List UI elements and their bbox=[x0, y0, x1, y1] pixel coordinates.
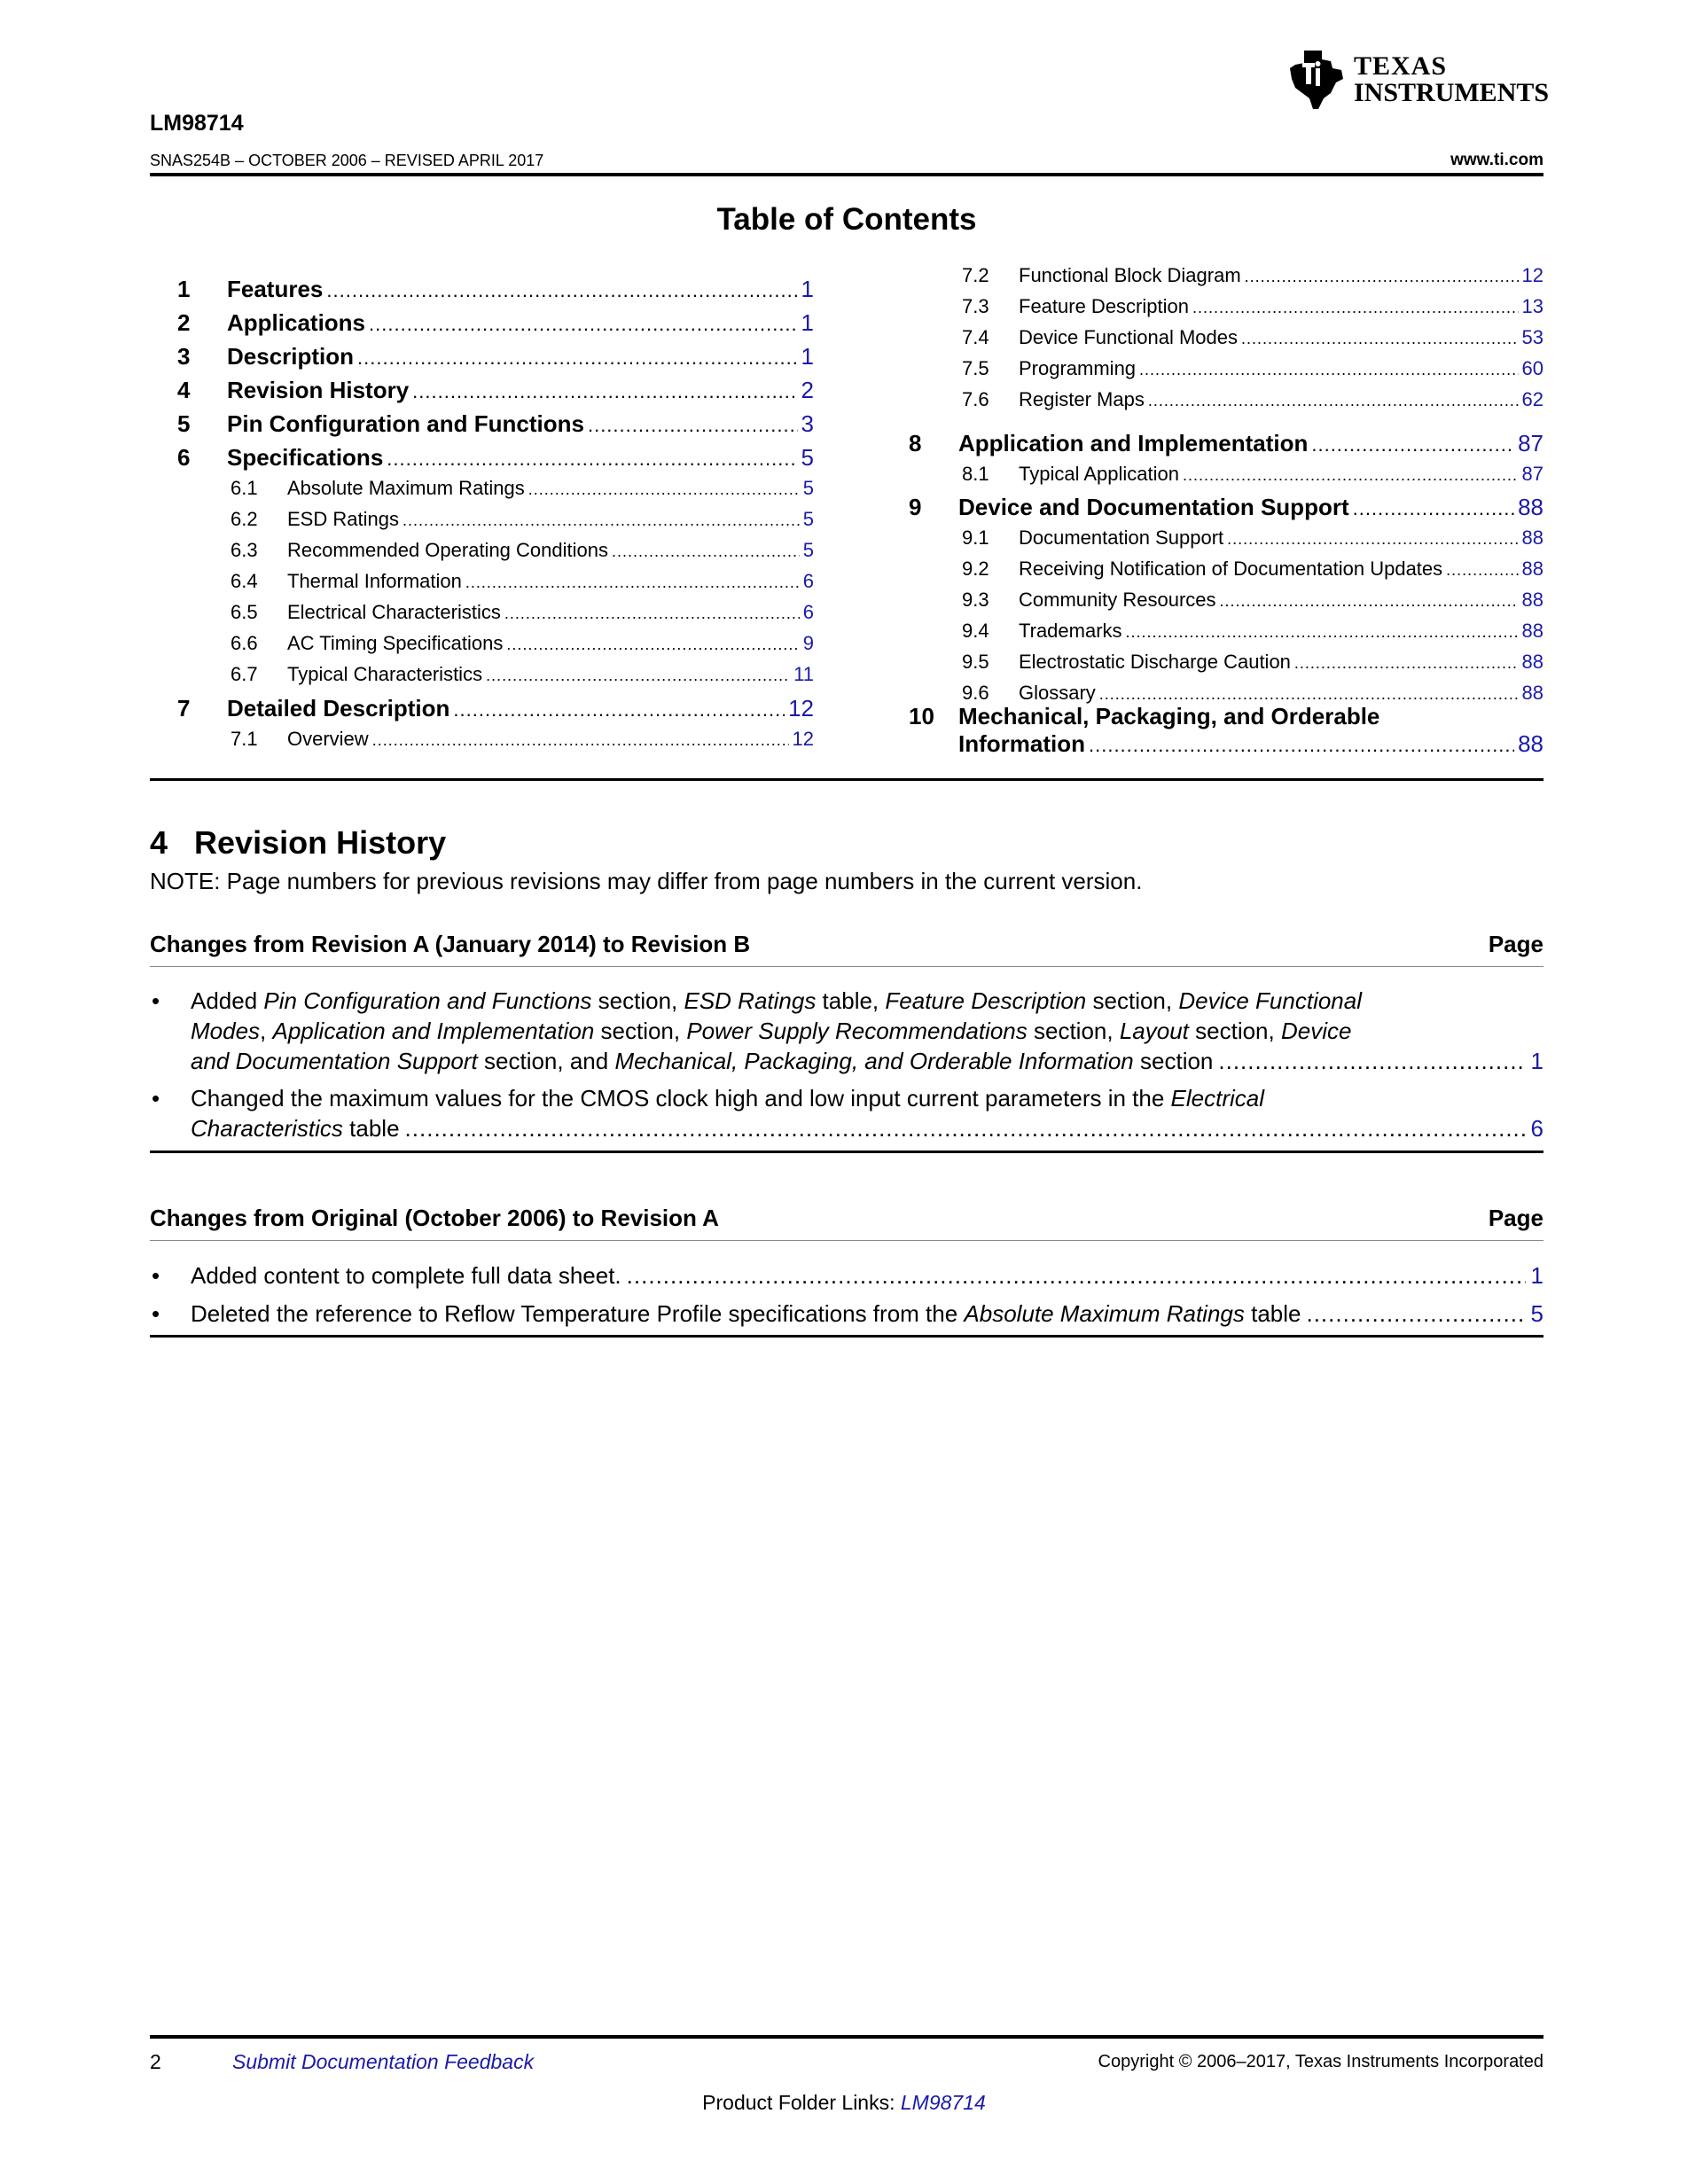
toc-page-link[interactable]: 11 bbox=[793, 663, 814, 685]
footer-copyright: Copyright © 2006–2017, Texas Instruments Incorporated bbox=[1098, 2052, 1543, 2071]
toc-page-link[interactable]: 6 bbox=[802, 570, 814, 592]
footer-page-number: 2 bbox=[150, 2050, 161, 2073]
leader-dots bbox=[357, 347, 798, 370]
toc-number: 8 bbox=[909, 430, 922, 456]
toc-page-link[interactable]: 2 bbox=[801, 377, 814, 403]
toc-entry-title: Programming bbox=[1019, 357, 1137, 379]
bullet: • bbox=[152, 987, 160, 1014]
change-text: Added content to complete full data sheet. bbox=[191, 1262, 621, 1289]
ti-logo bbox=[1286, 46, 1550, 113]
toc-number: 7.6 bbox=[962, 388, 989, 410]
toc-entry-title: Detailed Description bbox=[227, 695, 450, 722]
toc-page-link[interactable]: 5 bbox=[801, 444, 814, 471]
toc-entry[interactable] bbox=[962, 558, 1543, 581]
toc-entry-title: Feature Description bbox=[1019, 295, 1189, 317]
section-title: Revision History bbox=[194, 824, 447, 861]
toc-entry-title: Typical Application bbox=[1019, 463, 1179, 485]
toc-entry-continuation[interactable] bbox=[958, 730, 1543, 758]
toc-divider bbox=[150, 778, 1543, 781]
toc-entry[interactable] bbox=[177, 695, 814, 722]
leader-dots bbox=[369, 313, 798, 336]
page-link[interactable]: 5 bbox=[1530, 1300, 1543, 1327]
toc-page-link[interactable]: 5 bbox=[802, 508, 814, 530]
product-folder-links bbox=[0, 2091, 1688, 2115]
change-text: Modes, Application and Implementation section, Power Supply Recommendations section, Layout section, Device bbox=[191, 1018, 1352, 1044]
toc-entry[interactable] bbox=[962, 295, 1543, 318]
toc-number: 4 bbox=[177, 377, 191, 403]
toc-number: 7.2 bbox=[962, 264, 989, 286]
leader-dots bbox=[405, 1113, 1526, 1143]
toc-number: 6.6 bbox=[231, 632, 258, 654]
toc-entry[interactable] bbox=[909, 430, 1543, 457]
toc-entry[interactable] bbox=[231, 632, 814, 655]
toc-entry[interactable] bbox=[962, 682, 1543, 705]
toc-entry[interactable] bbox=[231, 601, 814, 624]
logo-line-2: INSTRUMENTS bbox=[1354, 78, 1550, 107]
changes-header bbox=[150, 1205, 1543, 1240]
toc-entry[interactable] bbox=[909, 703, 1543, 730]
toc-page-link[interactable]: 6 bbox=[802, 601, 814, 623]
leader-dots bbox=[1126, 623, 1519, 642]
toc-entry[interactable] bbox=[177, 276, 814, 303]
product-folder-label: Product Folder Links: bbox=[702, 2091, 901, 2114]
leader-dots bbox=[1139, 361, 1518, 379]
toc-page-link[interactable]: 12 bbox=[788, 695, 814, 722]
toc-entry[interactable] bbox=[177, 309, 814, 337]
toc-entry-title: Glossary bbox=[1019, 682, 1096, 704]
toc-entry[interactable] bbox=[962, 463, 1543, 486]
leader-dots bbox=[627, 1260, 1526, 1291]
toc-entry-title: Typical Characteristics bbox=[287, 663, 483, 685]
changes-title: Changes from Revision A (January 2014) to Revision B bbox=[150, 931, 751, 957]
toc-entry[interactable] bbox=[962, 357, 1543, 380]
leader-dots bbox=[1306, 1299, 1525, 1329]
toc-entry[interactable] bbox=[962, 388, 1543, 411]
bullet: • bbox=[152, 1262, 160, 1289]
leader-dots bbox=[1220, 592, 1519, 611]
toc-page-link[interactable]: 12 bbox=[792, 728, 814, 750]
toc-page-link[interactable]: 3 bbox=[801, 410, 814, 437]
toc-page-link[interactable]: 88 bbox=[1521, 526, 1543, 549]
toc-entry-title: Recommended Operating Conditions bbox=[287, 539, 608, 561]
toc-number: 9.6 bbox=[962, 682, 989, 704]
page-link[interactable]: 1 bbox=[1530, 1262, 1543, 1289]
leader-dots bbox=[453, 698, 785, 722]
leader-dots bbox=[1099, 685, 1519, 704]
toc-page-link[interactable]: 88 bbox=[1521, 620, 1543, 642]
leader-dots bbox=[588, 414, 798, 437]
toc-entry-title: Electrostatic Discharge Caution bbox=[1019, 651, 1291, 673]
leader-dots bbox=[528, 480, 800, 499]
toc-entry[interactable] bbox=[177, 410, 814, 438]
changes-bottom-divider bbox=[150, 1335, 1543, 1338]
leader-dots bbox=[1089, 734, 1514, 757]
toc-entry[interactable] bbox=[177, 377, 814, 404]
change-text: Added Pin Configuration and Functions section, ESD Ratings table, Feature Description section, Device Functional bbox=[191, 987, 1362, 1014]
toc-entry-title: Specifications bbox=[227, 444, 384, 471]
document-id: SNAS254B – OCTOBER 2006 – REVISED APRIL 2017 bbox=[150, 152, 544, 169]
bullet: • bbox=[152, 1085, 160, 1112]
toc-page-link[interactable]: 1 bbox=[801, 276, 814, 302]
toc-entry-title: Functional Block Diagram bbox=[1019, 264, 1241, 286]
change-text: Deleted the reference to Reflow Temperature Profile specifications from the Absolute Maximum Ratings table bbox=[191, 1300, 1301, 1327]
page-header bbox=[150, 0, 1550, 177]
toc-number: 8.1 bbox=[962, 463, 989, 485]
changes-rev-b bbox=[150, 931, 1543, 1161]
change-item bbox=[150, 986, 1543, 1076]
leader-dots bbox=[387, 448, 797, 471]
toc-page-link[interactable]: 9 bbox=[802, 632, 814, 654]
leader-dots bbox=[1241, 330, 1519, 348]
toc-page-link[interactable]: 87 bbox=[1518, 430, 1543, 456]
toc-entry-title: Information bbox=[958, 730, 1085, 757]
toc-page-link[interactable]: 1 bbox=[801, 343, 814, 370]
toc-number: 1 bbox=[177, 276, 191, 302]
toc-entry[interactable] bbox=[962, 651, 1543, 674]
leader-dots bbox=[402, 511, 800, 530]
toc-entry[interactable] bbox=[962, 620, 1543, 643]
toc-page-link[interactable]: 88 bbox=[1521, 558, 1543, 580]
toc-page-link[interactable]: 62 bbox=[1521, 388, 1543, 410]
logo-line-1: TEXAS bbox=[1354, 51, 1448, 81]
toc-entry[interactable] bbox=[231, 663, 814, 686]
toc-entry[interactable] bbox=[909, 494, 1543, 521]
toc-page-link[interactable]: 5 bbox=[802, 477, 814, 499]
toc-entry-title: Electrical Characteristics bbox=[287, 601, 501, 623]
toc-entry-title: Register Maps bbox=[1019, 388, 1145, 410]
product-folder-link[interactable]: LM98714 bbox=[900, 2091, 986, 2114]
leader-dots bbox=[326, 279, 797, 302]
leader-dots bbox=[372, 731, 789, 750]
toc-entry-title: Trademarks bbox=[1019, 620, 1122, 642]
toc-number: 9.5 bbox=[962, 651, 989, 673]
leader-dots bbox=[1148, 392, 1519, 410]
toc-entry-title: Thermal Information bbox=[287, 570, 462, 592]
toc-number: 7.1 bbox=[231, 728, 258, 750]
changes-header bbox=[150, 931, 1543, 966]
page-link[interactable]: 1 bbox=[1530, 1048, 1543, 1074]
toc-entry-title: Documentation Support bbox=[1019, 526, 1224, 549]
toc-entry-title: Device and Documentation Support bbox=[958, 494, 1349, 520]
toc-entry-title: Features bbox=[227, 276, 324, 302]
toc-number: 6.3 bbox=[231, 539, 258, 561]
change-text: Characteristics table bbox=[191, 1115, 400, 1142]
leader-dots bbox=[486, 667, 790, 685]
leader-dots bbox=[1245, 268, 1519, 286]
bullet: • bbox=[152, 1300, 160, 1327]
toc-number: 6.4 bbox=[231, 570, 258, 592]
part-number: LM98714 bbox=[150, 111, 244, 136]
toc-number: 2 bbox=[177, 309, 191, 336]
toc-entry-title: Pin Configuration and Functions bbox=[227, 410, 584, 437]
section-number: 4 bbox=[150, 824, 168, 861]
toc-number: 6 bbox=[177, 444, 191, 471]
toc-number: 6.7 bbox=[231, 663, 258, 685]
toc-page-link[interactable]: 12 bbox=[1521, 264, 1543, 286]
toc-entry[interactable] bbox=[962, 589, 1543, 612]
leader-dots bbox=[1446, 561, 1518, 580]
toc-number: 7 bbox=[177, 695, 191, 722]
toc-entry-title: AC Timing Specifications bbox=[287, 632, 504, 654]
toc-number: 10 bbox=[909, 703, 934, 729]
toc-entry-title: Application and Implementation bbox=[958, 430, 1309, 456]
ti-logo-icon bbox=[1286, 47, 1348, 113]
toc-entry[interactable] bbox=[962, 526, 1543, 550]
toc-entry[interactable] bbox=[231, 570, 814, 593]
toc-entry-title: Mechanical, Packaging, and Orderable bbox=[958, 703, 1380, 729]
toc-entry[interactable] bbox=[231, 477, 814, 500]
toc-number: 9.1 bbox=[962, 526, 989, 549]
change-text: Changed the maximum values for the CMOS clock high and low input current parameters in the Electrical bbox=[191, 1085, 1265, 1112]
change-item bbox=[150, 1260, 1543, 1291]
leader-dots bbox=[504, 604, 800, 623]
page-link[interactable]: 6 bbox=[1530, 1115, 1543, 1142]
changes-header-divider bbox=[150, 966, 1543, 967]
toc-entry-title: Device Functional Modes bbox=[1019, 326, 1239, 348]
toc-page-link[interactable]: 88 bbox=[1518, 730, 1543, 757]
toc-entry[interactable] bbox=[231, 728, 814, 751]
toc-page-link[interactable]: 13 bbox=[1521, 295, 1543, 317]
leader-dots bbox=[1183, 466, 1519, 485]
toc-number: 5 bbox=[177, 410, 191, 437]
toc-page-link[interactable]: 88 bbox=[1521, 589, 1543, 611]
leader-dots bbox=[1353, 497, 1514, 520]
toc-entry[interactable] bbox=[962, 326, 1543, 349]
toc-entry-title: Applications bbox=[227, 309, 366, 336]
leader-dots bbox=[506, 636, 799, 654]
page-column-label: Page bbox=[1488, 931, 1543, 957]
toc-number: 7.4 bbox=[962, 326, 989, 348]
leader-dots bbox=[1227, 530, 1518, 549]
toc-number: 6.2 bbox=[231, 508, 258, 530]
toc-number: 7.5 bbox=[962, 357, 989, 379]
leader-dots bbox=[412, 380, 797, 403]
leader-dots bbox=[465, 573, 800, 592]
toc-title: Table of Contents bbox=[716, 202, 977, 237]
submit-feedback-link[interactable]: Submit Documentation Feedback bbox=[232, 2050, 535, 2073]
toc-number: 3 bbox=[177, 343, 191, 370]
toc-page-link[interactable]: 60 bbox=[1521, 357, 1543, 379]
toc-entry-title: Revision History bbox=[227, 377, 410, 403]
toc-number: 9 bbox=[909, 494, 922, 520]
toc-page-link[interactable]: 1 bbox=[801, 309, 814, 336]
toc-entry-title: Absolute Maximum Ratings bbox=[287, 477, 525, 499]
changes-rev-a bbox=[150, 1205, 1543, 1346]
toc-entry[interactable] bbox=[231, 508, 814, 531]
revision-note: NOTE: Page numbers for previous revisions may differ from page numbers in the current version. bbox=[150, 868, 1143, 894]
leader-dots bbox=[1218, 1046, 1525, 1076]
toc-entry-title: Overview bbox=[287, 728, 369, 750]
toc-page-link[interactable]: 88 bbox=[1521, 651, 1543, 673]
toc-entry[interactable] bbox=[177, 343, 814, 370]
toc-entry-title: Community Resources bbox=[1019, 589, 1216, 611]
toc-number: 7.3 bbox=[962, 295, 989, 317]
toc-entry-title: Receiving Notification of Documentation Updates bbox=[1019, 558, 1443, 580]
toc-page-link[interactable]: 87 bbox=[1521, 463, 1543, 485]
leader-dots bbox=[612, 542, 800, 561]
toc-entry[interactable] bbox=[962, 264, 1543, 287]
site-url-link[interactable]: www.ti.com bbox=[1450, 151, 1543, 169]
toc-entry-title: ESD Ratings bbox=[287, 508, 399, 530]
toc-number: 6.5 bbox=[231, 601, 258, 623]
leader-dots bbox=[1192, 299, 1519, 317]
footer-divider bbox=[150, 2035, 1543, 2039]
header-divider bbox=[150, 173, 1543, 176]
toc-number: 9.4 bbox=[962, 620, 989, 642]
toc-number: 9.3 bbox=[962, 589, 989, 611]
toc-number: 9.2 bbox=[962, 558, 989, 580]
leader-dots bbox=[1294, 654, 1519, 673]
changes-title: Changes from Original (October 2006) to Revision A bbox=[150, 1205, 719, 1231]
toc-page-link[interactable]: 88 bbox=[1518, 494, 1543, 520]
section-heading bbox=[150, 824, 446, 862]
page-column-label: Page bbox=[1488, 1205, 1543, 1231]
toc-entry-title: Description bbox=[227, 343, 355, 370]
toc-entry[interactable] bbox=[177, 444, 814, 472]
toc-entry[interactable] bbox=[231, 539, 814, 562]
toc-page-link[interactable]: 53 bbox=[1521, 326, 1543, 348]
change-text: and Documentation Support section, and Mechanical, Packaging, and Orderable Information section bbox=[191, 1048, 1214, 1074]
toc-page-link[interactable]: 5 bbox=[802, 539, 814, 561]
changes-header-divider bbox=[150, 1240, 1543, 1241]
leader-dots bbox=[1311, 433, 1514, 456]
toc-number: 6.1 bbox=[231, 477, 258, 499]
changes-bottom-divider bbox=[150, 1150, 1543, 1153]
change-item bbox=[150, 1083, 1543, 1143]
toc-page-link[interactable]: 88 bbox=[1521, 682, 1543, 704]
change-item bbox=[150, 1299, 1543, 1329]
